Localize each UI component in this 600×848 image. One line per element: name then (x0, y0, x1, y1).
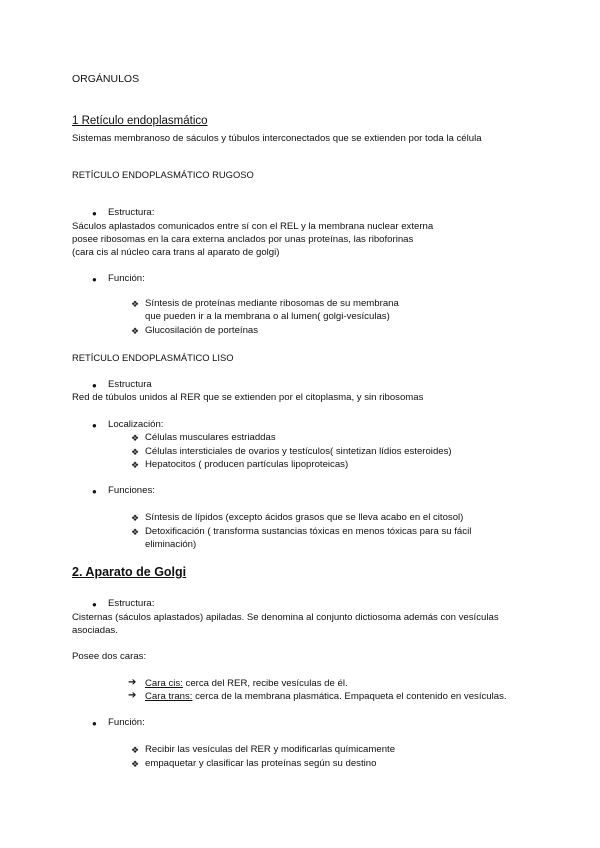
golgi-estructura-line: asociadas. (72, 625, 118, 636)
arrow-icon: ➔ (128, 690, 137, 701)
rer-estructura-label: Estructura: (108, 207, 155, 218)
rer-funcion-label: Función: (108, 273, 145, 284)
bullet-icon: ● (92, 719, 97, 728)
rel-localizacion-item: Células intersticiales de ovarios y testículos( sintetizan lídios esteroides) (145, 446, 452, 457)
rel-localizacion-item: Hepatocitos ( producen partículas lipoproteicas) (145, 459, 349, 470)
rer-funcion-item: Glucosilación de porteínas (145, 325, 259, 336)
bullet-icon: ● (92, 421, 97, 430)
rel-title: RETÍCULO ENDOPLASMÁTICO LISO (72, 352, 234, 363)
diamond-icon: ❖ (131, 745, 140, 755)
golgi-estructura-label: Estructura: (108, 598, 155, 609)
bullet-icon: ● (92, 381, 97, 390)
diamond-icon: ❖ (131, 299, 140, 309)
diamond-icon: ❖ (131, 460, 140, 470)
bullet-icon: ● (92, 209, 97, 218)
rer-estructura-line: (cara cis al núcleo cara trans al aparato de golgi) (72, 247, 280, 258)
diamond-icon: ❖ (131, 759, 140, 769)
bullet-icon: ● (92, 487, 97, 496)
golgi-funcion-item: empaquetar y clasificar las proteínas según su destino (145, 758, 377, 769)
diamond-icon: ❖ (131, 447, 140, 457)
rel-funciones-item: Detoxificación ( transforma sustancias tóxicas en menos tóxicas para su fácil (145, 526, 472, 537)
rel-localizacion-item: Células musculares estriaddas (145, 432, 276, 443)
diamond-icon: ❖ (131, 513, 140, 523)
diamond-icon: ❖ (131, 527, 140, 537)
rel-localizacion-label: Localización: (108, 419, 164, 430)
rel-funciones-item: eliminación) (145, 539, 197, 550)
diamond-icon: ❖ (131, 433, 140, 443)
golgi-cara-cis (145, 678, 348, 690)
rel-funciones-label: Funciones: (108, 485, 155, 496)
rel-estructura-label: Estructura (108, 379, 152, 390)
diamond-icon: ❖ (131, 326, 140, 336)
cara-trans-text: cerca de la membrana plasmática. Empaqueta el contenido en vesículas. (192, 691, 507, 702)
rer-estructura-line: posee ribosomas en la cara externa anclados por unas proteínas, las riboforinas (72, 234, 414, 245)
bullet-icon: ● (92, 600, 97, 609)
rel-estructura-text: Red de túbulos unidos al RER que se extienden por el citoplasma, y sin ribosomas (72, 392, 424, 403)
bullet-icon: ● (92, 275, 97, 284)
golgi-estructura-line: Cisternas (sáculos aplastados) apiladas. Se denomina al conjunto dictiosoma además con vesículas (72, 612, 499, 623)
golgi-caras-intro: Posee dos caras: (72, 651, 147, 662)
golgi-funcion-item: Recibir las vesículas del RER y modificarlas químicamente (145, 744, 396, 755)
rer-estructura-line: Sáculos aplastados comunicados entre sí con el REL y la membrana nuclear externa (72, 221, 434, 232)
cara-cis-label: Cara cis: (145, 678, 183, 689)
section-heading-golgi: 2. Aparato de Golgi (72, 565, 187, 579)
rer-funcion-item: que pueden ir a la membrana o al lumen( golgi-vesículas) (145, 311, 390, 322)
section-heading-reticulo: 1 Retículo endoplasmático (72, 115, 208, 127)
reticulo-intro: Sistemas membranoso de sáculos y túbulos interconectados que se extienden por toda la célula (72, 133, 482, 144)
golgi-funcion-label: Función: (108, 717, 145, 728)
arrow-icon: ➔ (128, 677, 137, 688)
cara-trans-label: Cara trans: (145, 691, 193, 702)
golgi-cara-trans (145, 691, 507, 703)
rer-funcion-item: Síntesis de proteínas mediante ribosomas de su membrana (145, 298, 399, 309)
rer-title: RETÍCULO ENDOPLASMÁTICO RUGOSO (72, 169, 254, 180)
rel-funciones-item: Síntesis de lípidos (excepto ácidos grasos que se lleva acabo en el citosol) (145, 512, 464, 523)
document-title: ORGÁNULOS (72, 73, 140, 85)
cara-cis-text: cerca del RER, recibe vesículas de él. (182, 678, 348, 689)
